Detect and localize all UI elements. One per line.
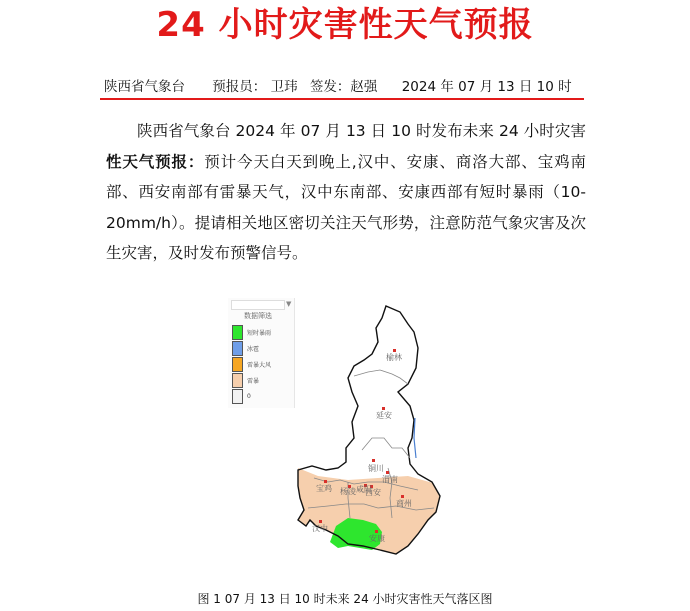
legend-item[interactable] xyxy=(232,340,271,356)
legend-label: 雷暴 xyxy=(247,377,260,385)
forecast-label: 性天气预报： xyxy=(106,152,205,171)
forecast-lead: 陕西省气象台 2024 年 07 月 13 日 10 时发布未来 24 小时灾害 xyxy=(137,122,586,140)
legend-item[interactable] xyxy=(232,372,271,388)
legend-label: 冰雹 xyxy=(247,345,260,353)
forecast-text: 预计今天白天到晚上,汉中、安康、商洛大部、宝鸡南部、西安南部有雷暴天气，汉中东南部、安康西部有短时暴雨（10-20mm/h）。提请相关地区密切关注天气形势，注意防范气象灾害及次生灾害，及时发布预警信号。 xyxy=(106,152,586,262)
issue-datetime: 2024 年 07 月 13 日 10 时 xyxy=(401,79,572,95)
legend-label: 短时暴雨 xyxy=(247,329,272,337)
header-divider xyxy=(100,98,584,100)
legend-title: 数据筛选 xyxy=(244,312,272,320)
forecast-paragraph xyxy=(106,116,586,269)
legend-item[interactable] xyxy=(232,356,271,372)
page-title: 24 小时灾害性天气预报 xyxy=(156,5,534,45)
figure-caption: 图 1 07 月 13 日 10 时未来 24 小时灾害性天气落区图 xyxy=(197,592,493,606)
legend-swatch xyxy=(232,373,243,388)
issuer: 签发：赵强 xyxy=(309,79,378,95)
forecast-body xyxy=(106,116,586,269)
dropdown-arrow-icon[interactable]: ▼ xyxy=(286,300,292,308)
city-label: 汉中 xyxy=(312,524,328,533)
forecast-meta xyxy=(104,76,584,98)
city-label: 西安 xyxy=(365,488,381,497)
legend-item[interactable] xyxy=(232,388,271,404)
legend-label: 雷暴大风 xyxy=(247,361,272,369)
city-label: 商州 xyxy=(396,499,412,508)
legend-swatch xyxy=(232,341,243,356)
legend-label: 0 xyxy=(247,392,251,400)
city-label: 杨凌 xyxy=(340,487,356,496)
city-label: 铜川 xyxy=(368,464,384,473)
city-label: 榆林 xyxy=(386,353,402,362)
legend-item[interactable] xyxy=(232,324,271,340)
legend-swatch xyxy=(232,357,243,372)
hazard-map-figure xyxy=(228,298,468,560)
city-label: 咸阳 xyxy=(356,485,372,494)
city-label: 宝鸡 xyxy=(316,484,332,493)
organization: 陕西省气象台 xyxy=(104,79,185,95)
legend-swatch xyxy=(232,389,243,404)
city-label: 安康 xyxy=(369,534,385,543)
legend-swatch xyxy=(232,325,243,340)
forecaster: 预报员： 卫玮 xyxy=(212,79,298,95)
city-label: 延安 xyxy=(376,411,392,420)
city-label: 渭南 xyxy=(382,475,398,484)
shaanxi-map xyxy=(268,298,468,560)
legend-items xyxy=(232,324,271,404)
